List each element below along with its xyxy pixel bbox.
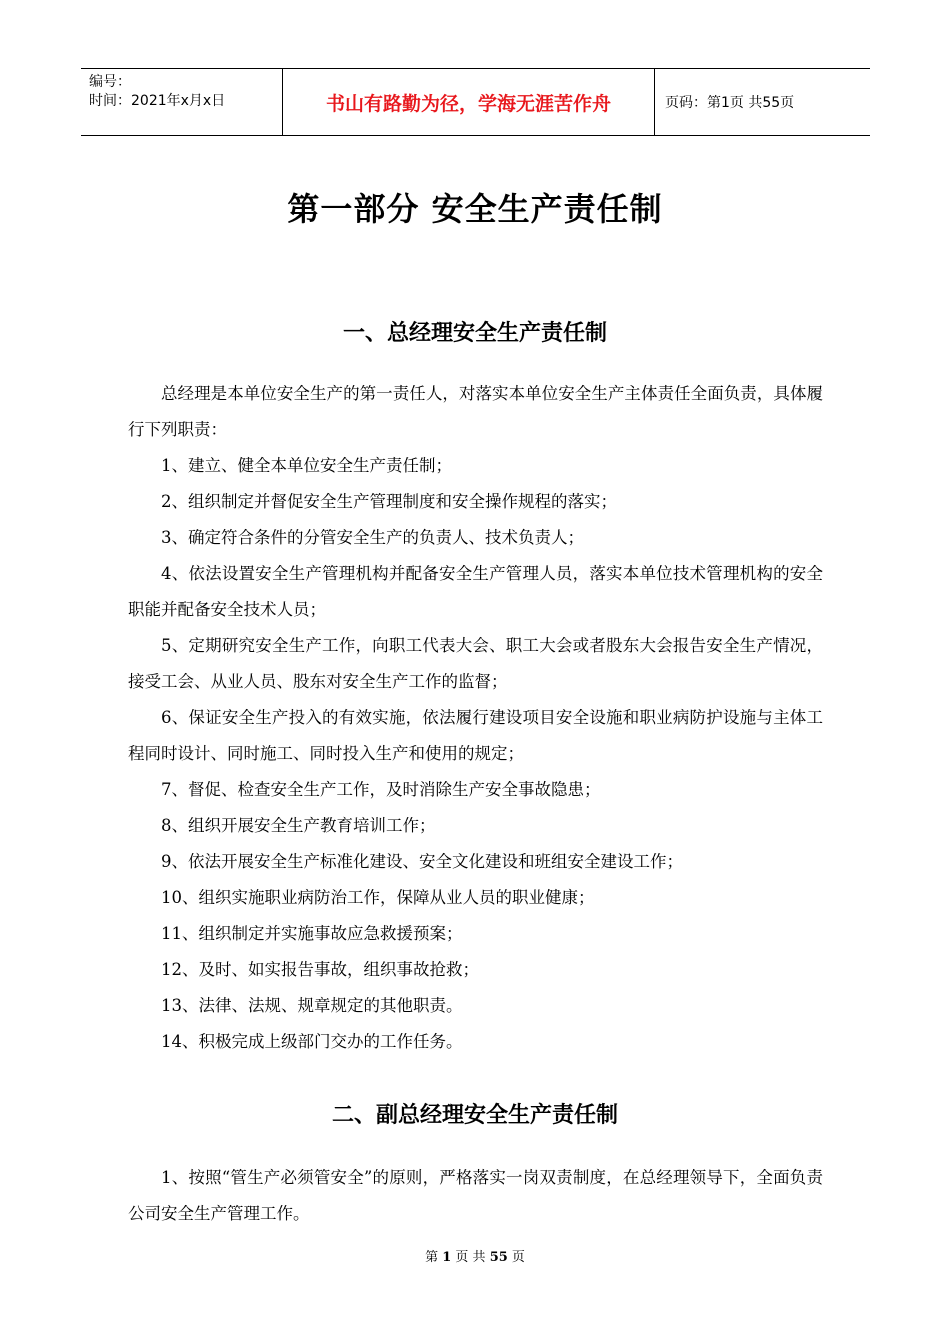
footer-middle: 页 共 <box>455 1250 486 1265</box>
document-title: 第一部分 安全生产责任制 <box>287 190 663 228</box>
list-item: 14、积极完成上级部门交办的工作任务。 <box>161 1032 463 1051</box>
section-title-2: 二、副总经理安全生产责任制 <box>331 1103 618 1128</box>
list-item: 5、定期研究安全生产工作，向职工代表大会、职工大会或者股东大会报告安全生产情况，接受工会、从业人员、股东对安全生产工作的监督； <box>128 636 823 691</box>
list-item: 9、依法开展安全生产标准化建设、安全文化建设和班组安全建设工作； <box>161 852 683 871</box>
page-header <box>81 68 870 136</box>
document-date: 时间：2021年x月x日 <box>89 93 226 109</box>
page-footer <box>0 1246 950 1265</box>
list-item: 1、按照“管生产必须管安全”的原则，严格落实一岗双责制度，在总经理领导下，全面负责公司安全生产管理工作。 <box>128 1168 823 1223</box>
section-1-body <box>128 376 823 1060</box>
footer-suffix: 页 <box>511 1250 525 1265</box>
header-motto: 书山有路勤为径，学海无涯苦作舟 <box>282 69 655 135</box>
footer-total-pages: 55 <box>489 1250 508 1265</box>
footer-prefix: 第 <box>425 1250 439 1265</box>
list-item: 7、督促、检查安全生产工作，及时消除生产安全事故隐患； <box>161 780 601 799</box>
document-number-label: 编号： <box>89 74 131 90</box>
list-item: 10、组织实施职业病防治工作，保障从业人员的职业健康； <box>161 888 595 907</box>
list-item: 2、组织制定并督促安全生产管理制度和安全操作规程的落实； <box>161 492 617 511</box>
section-title-1: 一、总经理安全生产责任制 <box>342 321 607 346</box>
paragraph: 总经理是本单位安全生产的第一责任人，对落实本单位安全生产主体责任全面负责，具体履行下列职责： <box>128 384 823 439</box>
list-item: 4、依法设置安全生产管理机构并配备安全生产管理人员，落实本单位技术管理机构的安全职能并配备安全技术人员； <box>128 564 823 619</box>
list-item: 12、及时、如实报告事故，组织事故抢救； <box>161 960 479 979</box>
header-page-info: 页码：第1页 共55页 <box>665 95 795 111</box>
list-item: 3、确定符合条件的分管安全生产的负责人、技术负责人； <box>161 528 584 547</box>
list-item: 1、建立、健全本单位安全生产责任制； <box>161 456 452 475</box>
list-item: 11、组织制定并实施事故应急救援预案； <box>161 924 463 943</box>
list-item: 6、保证安全生产投入的有效实施，依法履行建设项目安全设施和职业病防护设施与主体工程同时设计、同时施工、同时投入生产和使用的规定； <box>128 708 823 763</box>
footer-current-page: 1 <box>442 1250 452 1265</box>
list-item: 13、法律、法规、规章规定的其他职责。 <box>161 996 463 1015</box>
header-meta <box>81 69 282 135</box>
section-2-body <box>128 1160 823 1232</box>
list-item: 8、组织开展安全生产教育培训工作； <box>161 816 436 835</box>
